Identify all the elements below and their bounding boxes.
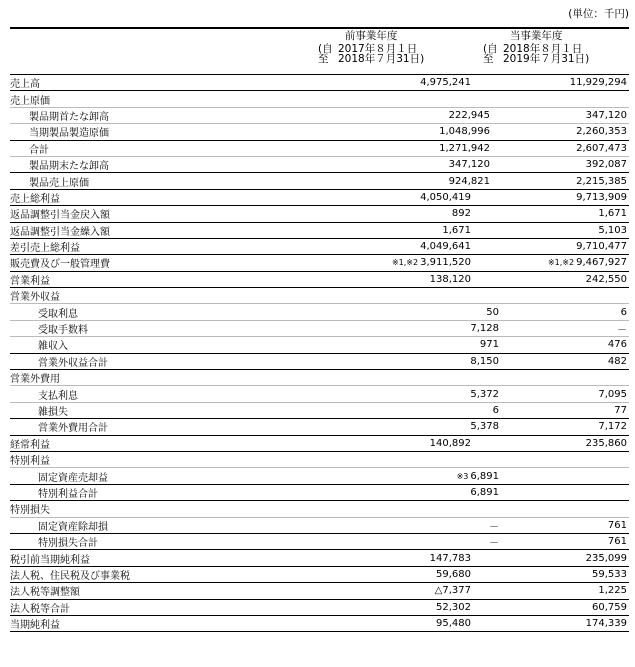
row-label: 売上原価 (10, 95, 50, 107)
curr-value: 476 (607, 339, 627, 351)
row-label: 製品期首たな卸高 (29, 111, 109, 123)
row-label: 法人税、住民税及び事業税 (10, 570, 130, 582)
row-label: 当期純利益 (10, 620, 60, 632)
curr-value: 60,759 (592, 601, 627, 613)
table-row (10, 157, 629, 173)
note-mark: ※1,※2 (547, 258, 575, 268)
curr-value: 9,710,477 (576, 241, 627, 253)
prev-value: ※1,※2 3,911,520 (391, 257, 471, 269)
prev-value: 924,821 (448, 175, 490, 187)
curr-value: 6 (620, 306, 627, 318)
unit-label: (単位：千円) (568, 8, 629, 20)
table-row (10, 370, 629, 386)
prev-value: 6,891 (470, 486, 499, 498)
curr-value: 174,339 (585, 618, 627, 630)
table-row (10, 518, 629, 534)
curr-value: 5,103 (598, 224, 627, 236)
row-label: 法人税等合計 (10, 603, 70, 615)
table-row (10, 91, 629, 107)
curr-value: 761 (607, 519, 627, 531)
prev-value: 50 (486, 306, 499, 318)
period-to: 2018年７月31日) (338, 53, 425, 65)
table-row (10, 288, 629, 304)
prev-value: 52,302 (436, 601, 471, 613)
prev-value: 971 (479, 339, 499, 351)
prev-value: 95,480 (436, 618, 471, 630)
table-row (10, 436, 629, 452)
table-row (10, 550, 629, 566)
row-label: 固定資産除却損 (38, 521, 108, 533)
table-row (10, 386, 629, 402)
row-label: 売上総利益 (10, 193, 60, 205)
row-label: 特別損失合計 (38, 538, 98, 550)
row-label: 営業外収益合計 (38, 357, 108, 369)
row-label: 特別利益合計 (38, 488, 98, 500)
row-label: 雑損失 (38, 407, 68, 418)
period-from: 2018年８月１日 (503, 42, 583, 55)
table-row (10, 452, 629, 468)
row-label: 受取手数料 (38, 325, 88, 337)
curr-value: 7,172 (598, 421, 627, 433)
curr-value: － (617, 325, 627, 337)
prev-value: 6 (492, 405, 499, 416)
curr-value: 482 (607, 355, 627, 367)
curr-value: 2,607,473 (576, 142, 627, 154)
curr-value: 59,533 (592, 568, 627, 580)
column-header-prev: 前事業年度 (自 至 2017年８月１日 2018年７月31日) (318, 30, 425, 65)
table-row (10, 75, 629, 91)
curr-value: ※1,※2 9,467,927 (547, 257, 627, 269)
header-top-rule (10, 27, 629, 29)
prev-value: 1,671 (442, 224, 471, 236)
prev-value: △7,377 (434, 585, 471, 597)
curr-value: 242,550 (585, 273, 627, 285)
prev-value: － (489, 521, 499, 533)
row-label: 税引前当期純利益 (10, 554, 90, 566)
table-row (10, 190, 629, 206)
prev-value: 5,378 (470, 421, 499, 433)
row-label: 営業外費用 (10, 374, 60, 386)
table-row (10, 468, 629, 484)
table-row (10, 206, 629, 222)
row-label: 経常利益 (10, 439, 50, 451)
prev-value: 59,680 (436, 568, 471, 580)
table-row (10, 141, 629, 157)
curr-value: 9,713,909 (576, 191, 627, 203)
prev-value: 4,975,241 (420, 77, 471, 89)
row-label: 返品調整引当金繰入額 (10, 226, 110, 238)
row-label: 雑収入 (38, 341, 68, 353)
prev-value: 347,120 (448, 159, 490, 171)
prev-value: － (489, 538, 499, 550)
row-label: 固定資産売却益 (38, 472, 108, 484)
column-title: 前事業年度 (344, 30, 398, 42)
table-row (10, 304, 629, 320)
curr-value: 347,120 (585, 109, 627, 121)
table-row (10, 223, 629, 239)
row-label: 製品期末たな卸高 (29, 161, 109, 173)
row-label: 販売費及び一般管理費 (10, 259, 110, 271)
period-to: 2019年７月31日) (503, 53, 590, 65)
prev-value: 147,783 (429, 552, 471, 564)
table-row (10, 239, 629, 255)
table-row (10, 321, 629, 337)
prev-value: 8,150 (470, 355, 499, 367)
curr-value: 7,095 (598, 388, 627, 400)
prev-value: 5,372 (470, 388, 499, 400)
table-row (10, 108, 629, 124)
row-label: 特別利益 (10, 456, 50, 468)
prev-value: 892 (451, 208, 471, 220)
prev-value: 138,120 (429, 273, 471, 285)
prev-value: 1,048,996 (439, 126, 490, 138)
table-row (10, 403, 629, 419)
row-label: 法人税等調整額 (10, 587, 80, 599)
row-label: 返品調整引当金戻入額 (10, 210, 110, 222)
note-mark: ※1,※2 (391, 258, 419, 268)
row-label: 当期製品製造原価 (29, 128, 109, 140)
note-mark: ※3 (456, 471, 469, 481)
row-label: 差引売上総利益 (10, 243, 80, 255)
prev-value: 140,892 (429, 437, 471, 449)
row-label: 営業外費用合計 (38, 423, 108, 435)
prev-value: 222,945 (448, 109, 490, 121)
table-row (10, 272, 629, 288)
table-row (10, 616, 629, 632)
curr-value: 761 (607, 536, 627, 548)
row-label: 売上高 (10, 79, 40, 91)
curr-value: 2,215,385 (576, 175, 627, 187)
row-label: 支払利息 (38, 390, 78, 402)
table-row (10, 255, 629, 271)
row-label: 合計 (29, 144, 49, 156)
income-statement-table (10, 74, 629, 632)
prev-value: 1,271,942 (439, 142, 490, 154)
row-label: 製品売上原価 (29, 177, 89, 189)
table-row (10, 173, 629, 189)
row-label: 特別損失 (10, 505, 50, 517)
table-row (10, 419, 629, 435)
table-row (10, 354, 629, 370)
table-row (10, 534, 629, 550)
table-row (10, 567, 629, 583)
period-from: 2017年８月１日 (338, 42, 418, 55)
table-row (10, 501, 629, 517)
column-header-curr: 当事業年度 (自 至 2018年８月１日 2019年７月31日) (483, 30, 590, 65)
row-label: 営業外収益 (10, 292, 60, 304)
prev-value: 4,050,419 (420, 191, 471, 203)
table-row (10, 124, 629, 140)
curr-value: 235,099 (585, 552, 627, 564)
curr-value: 1,225 (598, 585, 627, 597)
curr-value: 77 (614, 405, 627, 416)
curr-value: 11,929,294 (569, 77, 627, 89)
curr-value: 2,260,353 (576, 126, 627, 138)
table-row (10, 337, 629, 353)
table-row (10, 600, 629, 616)
curr-value: 1,671 (598, 208, 627, 220)
column-title: 当事業年度 (509, 30, 563, 42)
table-row (10, 485, 629, 501)
prev-value: 4,049,641 (420, 241, 471, 253)
prev-value: 7,128 (470, 323, 499, 335)
row-label: 受取利息 (38, 308, 78, 320)
row-label: 営業利益 (10, 275, 50, 287)
curr-value: 235,860 (585, 437, 627, 449)
prev-value: ※3 6,891 (456, 470, 499, 482)
table-row (10, 583, 629, 599)
curr-value: 392,087 (585, 159, 627, 171)
